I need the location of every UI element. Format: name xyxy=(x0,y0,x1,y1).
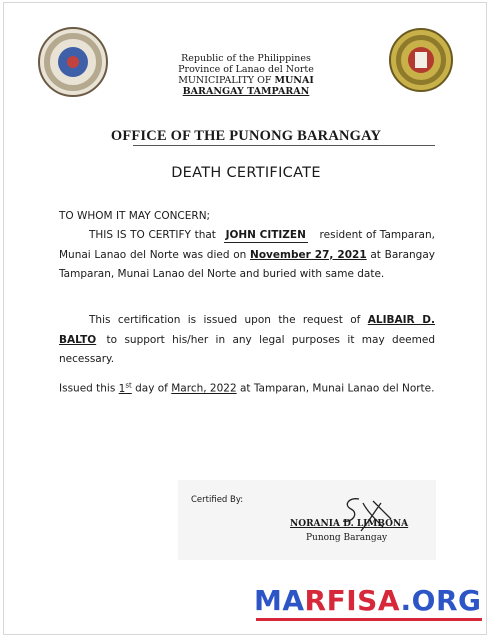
document-title: DEATH CERTIFICATE xyxy=(171,165,321,181)
watermark-underline xyxy=(256,618,482,621)
issue-month-year: March, 2022 xyxy=(171,382,237,395)
header-municipality: MUNICIPALITY OF MUNAI xyxy=(178,75,314,86)
signatory-name: NORANIA D. LIMBONA xyxy=(290,519,409,529)
handwritten-signature xyxy=(335,493,395,537)
date-of-death: November 27, 2021 xyxy=(250,248,367,261)
paragraph-certify: THIS IS TO CERTIFY that JOHN CITIZEN resident of Tamparan, Munai Lanao del Norte was died on November 27, 2021 at Barangay Tamparan, Munai Lanao del Norte and buried with same date. xyxy=(59,229,435,280)
watermark-logo: MARFISA.ORG xyxy=(254,584,482,617)
certified-by-label: Certified By: xyxy=(191,495,244,505)
header-barangay: BARANGAY TAMPARAN xyxy=(182,86,310,97)
signatory-title: Punong Barangay xyxy=(306,533,388,543)
deceased-name: JOHN CITIZEN xyxy=(225,229,306,241)
header-republic: Republic of the Philippines xyxy=(181,53,311,64)
paragraph-issued: Issued this 1st day of March, 2022 at Tamparan, Munai Lanao del Norte. xyxy=(59,381,435,395)
salutation: TO WHOM IT MAY CONCERN; xyxy=(59,210,211,222)
requester-name: ALIBAIR D. BALTO xyxy=(59,314,436,346)
header-divider xyxy=(133,145,435,146)
paragraph-request: This certification is issued upon the request of ALIBAIR D. BALTO to support his/her in any legal purposes it may deemed necessary. xyxy=(59,314,436,365)
office-title: OFFICE OF THE PUNONG BARANGAY xyxy=(110,128,382,144)
header-province: Province of Lanao del Norte xyxy=(178,64,314,75)
issue-day: 1st xyxy=(118,381,132,395)
